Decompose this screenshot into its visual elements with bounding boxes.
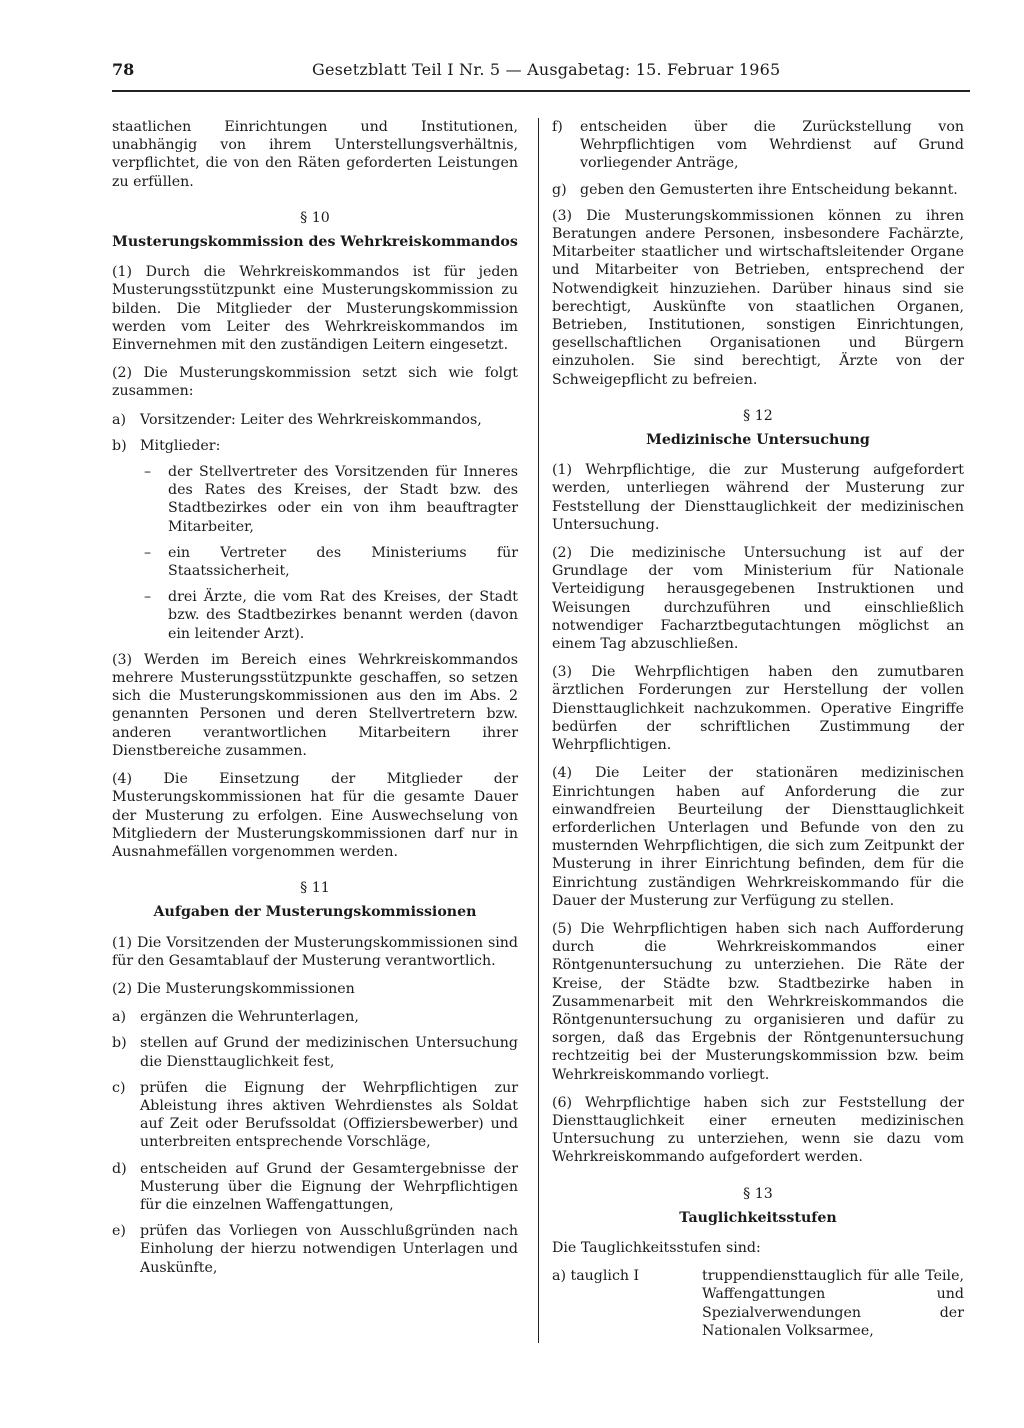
column-divider (538, 118, 539, 1343)
right-column (552, 118, 964, 1340)
grade-text: truppendiensttauglich für alle Teile, Waffengattungen und Spezialverwendungen der Nationalen Volksarmee, (702, 1268, 964, 1339)
item-text: geben den Gemusterten ihre Entscheidung bekannt. (580, 181, 958, 198)
item-text: Mitglieder: (140, 437, 221, 454)
section-number-11: § 11 (300, 880, 330, 897)
left-column (112, 118, 518, 1285)
s10-dash-item-3 (112, 588, 518, 643)
s12-paragraph-3: (3) Die Wehrpflichtigen haben den zumutbaren ärztlichen Forderungen zur Herstellung der vollen Diensttauglichkeit nachzukommen. Operative Eingriffe bedürfen der schriftlichen Zustimmung der Wehrpflichtigen. (552, 664, 964, 754)
s11-item-e (112, 1222, 518, 1277)
item-text: prüfen das Vorliegen von Ausschlußgründen nach Einholung der hierzu notwendigen Unterlagen und Auskünfte, (140, 1223, 518, 1276)
s13-intro: Die Tauglichkeitsstufen sind: (552, 1239, 761, 1256)
s11-item-b (112, 1034, 518, 1070)
item-text: Vorsitzender: Leiter des Wehrkreiskommandos, (140, 411, 482, 428)
s11-paragraph-3: (3) Die Musterungskommissionen können zu ihren Beratungen andere Personen, insbesondere Fachärzte, Mitarbeiter staatlicher und wirtschaftsleitender Organe und Mitarbeiter von Betrieben, entsprechend der Notwendigkeit hinzuziehen. Darüber hinaus sind sie berechtigt, Auskünfte von staatlichen Organen, Betrieben, Institutionen, sonstigen Einrichtungen, gesellschaftlichen Organisationen und Bürgern einzuholen. Sie sind berechtigt, Ärzte von der Schweigepflicht zu befreien. (552, 207, 964, 388)
section-title-11: Aufgaben der Musterungskommissionen (153, 904, 477, 921)
dash-text: drei Ärzte, die vom Rat des Kreises, der Stadt bzw. des Stadtbezirkes benannt werden (davon ein leitender Arzt). (168, 589, 518, 642)
item-text: stellen auf Grund der medizinischen Untersuchung die Diensttauglichkeit fest, (140, 1035, 518, 1070)
s10-paragraph-2: (2) Die Musterungskommission setzt sich wie folgt zusammen: (112, 365, 518, 400)
s11-item-g (552, 181, 964, 199)
s10-dash-item-1 (112, 463, 518, 536)
item-label: f) (552, 119, 563, 135)
s11-item-a (112, 1008, 518, 1026)
item-label: b) (112, 1035, 127, 1052)
s11-item-f (552, 118, 964, 173)
s11-paragraph-2: (2) Die Musterungskommissionen (112, 980, 355, 997)
s10-paragraph-1: (1) Durch die Wehrkreiskommandos ist für jeden Musterungsstützpunkt eine Musterungskommission zu bilden. Die Mitglieder der Musterungskommission werden vom Leiter des Wehrkreiskommandos im Einvernehmen mit den zuständigen Leitern eingesetzt. (112, 264, 518, 354)
item-label: d) (112, 1160, 127, 1177)
header-rule (112, 90, 970, 92)
s12-paragraph-4: (4) Die Leiter der stationären medizinischen Einrichtungen haben auf Anforderung die zur einwandfreien Beurteilung der Diensttauglichkeit erforderlichen Unterlagen und Befunde von den zu musternden Wehrpflichtigen, die sich zum Zeitpunkt der Musterung in ihrer Einrichtung befinden, dem für die Einrichtung zuständigen Wehrkreiskommando für die Dauer der Musterung zur Verfügung zu stellen. (552, 765, 964, 909)
s12-paragraph-2: (2) Die medizinische Untersuchung ist auf der Grundlage der vom Ministerium für Nationale Verteidigung herausgegebenen Instruktionen und Weisungen durchzuführen und einschließlich notwendiger Facharztbegutachtungen möglichst an einem Tag abzuschließen. (552, 545, 964, 653)
dash-mark: – (144, 589, 152, 606)
page-number: 78 (112, 60, 135, 79)
item-label: e) (112, 1223, 126, 1240)
s12-paragraph-1: (1) Wehrpflichtige, die zur Musterung aufgefordert werden, unterliegen während der Musterung zur Feststellung der Diensttauglichkeit der medizinischen Untersuchung. (552, 462, 964, 533)
s10-dash-item-2 (112, 544, 518, 580)
s10-paragraph-3: (3) Werden im Bereich eines Wehrkreiskommandos mehrere Musterungsstützpunkte geschaffen, so setzen sich die Musterungskommissionen aus den im Abs. 2 genannten Personen und deren Stellvertretern bzw. anderen verantwortlichen Mitarbeitern ihrer Dienstbereiche zusammen. (112, 651, 518, 759)
s11-paragraph-1: (1) Die Vorsitzenden der Musterungskommissionen sind für den Gesamtablauf der Musterung verantwortlich. (112, 934, 518, 969)
dash-text: der Stellvertreter des Vorsitzenden für Inneres des Rates des Kreises, der Stadt bzw. des Stadtbezirkes oder ein von ihm beauftragter Mitarbeiter, (168, 464, 518, 535)
section-title-12: Medizinische Untersuchung (646, 432, 870, 449)
section-title-13: Tauglichkeitsstufen (679, 1209, 837, 1226)
s11-item-c (112, 1079, 518, 1152)
section-title-10: Musterungskommission des Wehrkreiskommandos (112, 234, 518, 251)
gazette-title: Gesetzblatt Teil I Nr. 5 — Ausgabetag: 15. Februar 1965 (312, 60, 781, 79)
dash-text: ein Vertreter des Ministeriums für Staatssicherheit, (168, 544, 518, 580)
fitness-grade-row (552, 1267, 964, 1340)
s12-paragraph-5: (5) Die Wehrpflichtigen haben sich nach Aufforderung durch die Wehrkreiskommandos einer Röntgenuntersuchung zu unterziehen. Die Räte der Kreise, der Städte bzw. Stadtbezirke haben in Zusammenarbeit mit den Wehrkreiskommandos die Röntgenuntersuchung zu organisieren und dafür zu sorgen, daß das Ergebnis der Röntgenuntersuchung rechtzeitig bei der Musterungskommission bzw. beim Wehrkreiskommando vorliegt. (552, 920, 964, 1083)
page-header (112, 60, 970, 84)
section-number-13: § 13 (743, 1185, 773, 1202)
dash-mark: – (144, 464, 152, 481)
section-number-10: § 10 (300, 209, 330, 226)
item-label: c) (112, 1079, 126, 1096)
item-text: prüfen die Eignung der Wehrpflichtigen zur Ableistung ihres aktiven Wehrdienstes als Soldat auf Zeit oder Berufssoldat (Offiziersbewerber) und unterbreiten entsprechende Vorschläge, (140, 1079, 518, 1151)
grade-label: a) tauglich I (552, 1268, 640, 1285)
s12-paragraph-6: (6) Wehrpflichtige haben sich zur Feststellung der Diensttauglichkeit einer erneuten medizinischen Untersuchung zu unterziehen, wenn sie dazu vom Wehrkreiskommando aufgefordert werden. (552, 1094, 964, 1166)
dash-mark: – (144, 544, 152, 561)
intro-paragraph: staatlichen Einrichtungen und Institutionen, unabhängig von ihrem Unterstellungsverhältnis, verpflichtet, die von den Räten geforderten Leistungen zu erfüllen. (112, 119, 518, 190)
item-text: entscheiden auf Grund der Gesamtergebnisse der Musterung über die Eignung der Wehrpflichtigen für die einzelnen Waffengattungen, (140, 1160, 518, 1213)
item-text: ergänzen die Wehrunterlagen, (140, 1009, 359, 1026)
s11-item-d (112, 1160, 518, 1215)
s10-item-a (112, 411, 518, 429)
item-label: a) (112, 411, 126, 428)
item-label: g) (552, 181, 567, 198)
item-label: b) (112, 437, 127, 454)
section-number-12: § 12 (743, 407, 773, 424)
item-text: entscheiden über die Zurückstellung von Wehrpflichtigen vom Wehrdienst auf Grund vorliegender Anträge, (580, 119, 964, 172)
s10-paragraph-4: (4) Die Einsetzung der Mitglieder der Musterungskommissionen hat für die gesamte Dauer der Musterung zu erfolgen. Eine Auswechselung von Mitgliedern der Musterungskommissionen darf nur in Ausnahmefällen vorgenommen werden. (112, 771, 518, 860)
item-label: a) (112, 1009, 126, 1026)
s10-item-b (112, 437, 518, 455)
